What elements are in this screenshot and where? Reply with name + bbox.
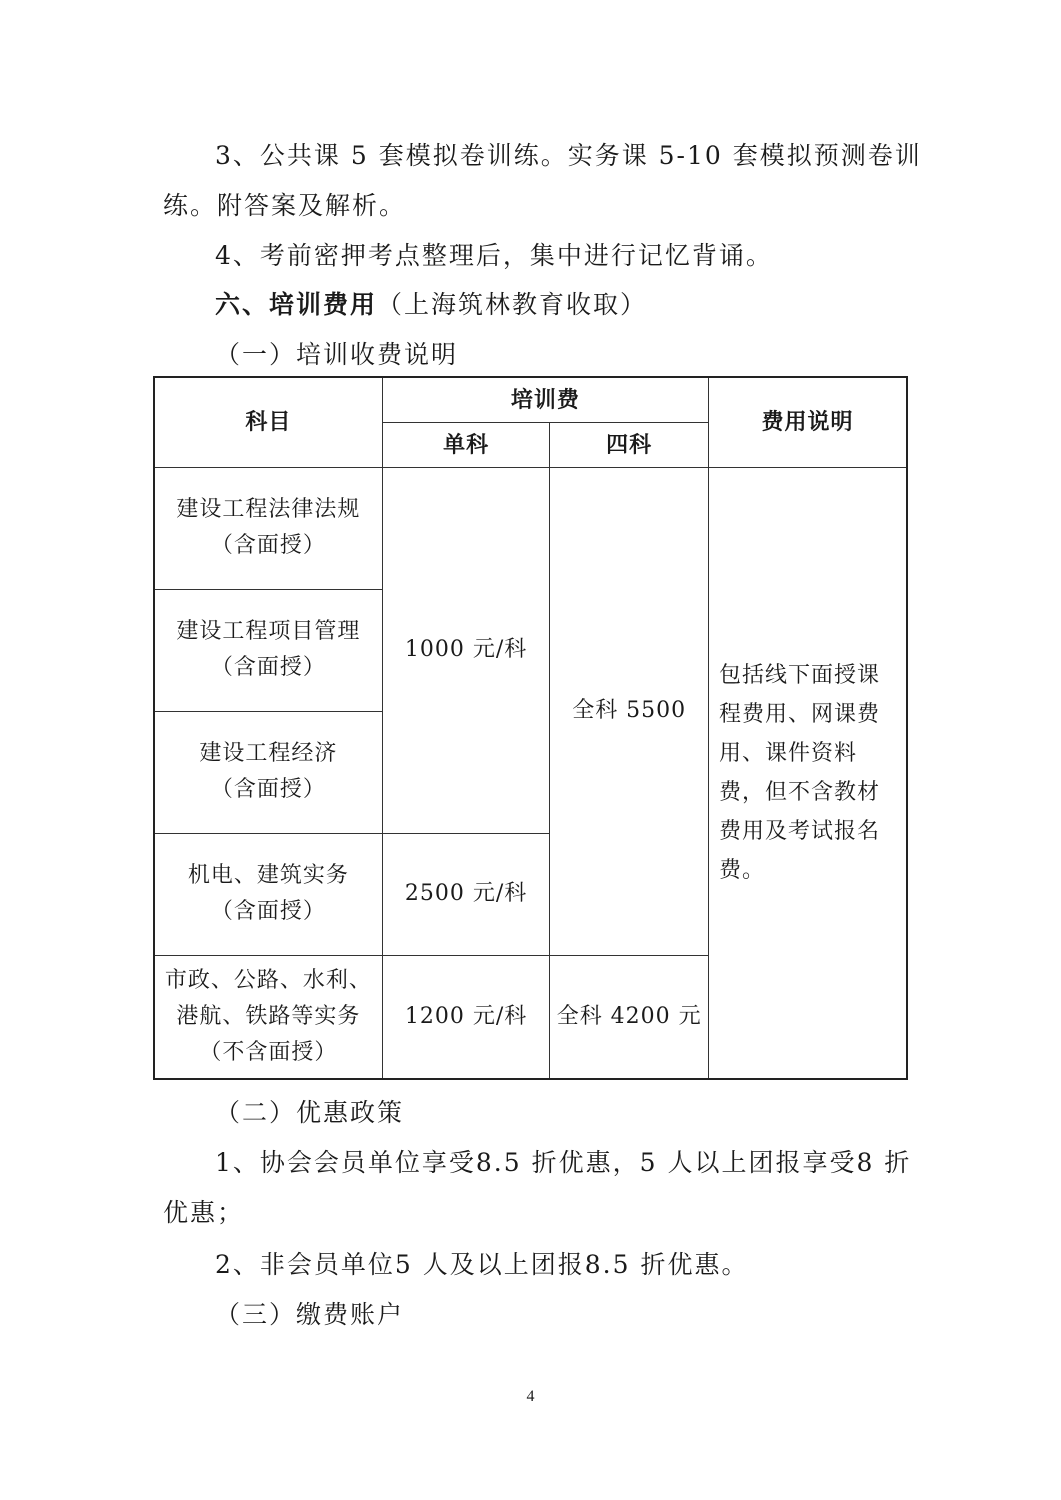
single-fee-b: 2500 元/科 <box>382 833 550 955</box>
single-fee-a: 1000 元/科 <box>382 467 550 833</box>
item-4-memorization: 4、考前密押考点整理后，集中进行记忆背诵。 <box>215 241 773 270</box>
section-6-note: （上海筑林教育收取） <box>377 290 648 319</box>
subject-other-scope: （不含面授） <box>199 1039 338 1065</box>
subsection-2-heading: （二）优惠政策 <box>215 1098 405 1127</box>
subject-project <box>154 589 382 711</box>
subsection-1-heading: （一）培训收费说明 <box>215 340 459 369</box>
header-fee: 培训费 <box>382 377 708 422</box>
single-fee-c: 1200 元/科 <box>382 955 550 1079</box>
subject-other-practice <box>154 955 382 1079</box>
section-6-heading <box>215 280 647 330</box>
section-6-title: 六、培训费用 <box>215 290 378 319</box>
header-note: 费用说明 <box>708 377 907 467</box>
subject-law-scope: （含面授） <box>210 533 326 558</box>
subject-project-scope: （含面授） <box>210 655 326 680</box>
subject-mech-arch-scope: （含面授） <box>210 899 326 924</box>
header-four: 四科 <box>550 422 709 467</box>
subject-other-name-1: 市政、公路、水利、 <box>164 967 372 993</box>
four-fee-b: 全科 4200 元 <box>550 955 709 1079</box>
subject-law-name: 建设工程法律法规 <box>176 497 361 522</box>
fee-note: 包括线下面授课程费用、网课费用、课件资料费，但不含教材费用及考试报名费。 <box>708 467 907 1079</box>
discount-item-2: 2、非会员单位5 人及以上团报8.5 折优惠。 <box>215 1250 749 1279</box>
subject-economy <box>154 711 382 833</box>
header-subject: 科目 <box>154 377 382 467</box>
subject-mech-arch <box>154 833 382 955</box>
subject-mech-arch-name: 机电、建筑实务 <box>187 863 349 888</box>
subject-other-name-2: 港航、铁路等实务 <box>176 1003 361 1029</box>
subject-project-name: 建设工程项目管理 <box>176 619 361 644</box>
subject-law <box>154 467 382 589</box>
fee-table <box>153 376 908 1080</box>
item-3-mock-exam-training: 3、公共课 5 套模拟卷训练。实务课 5-10 套模拟预测卷训练。附答案及解析。 <box>163 141 922 220</box>
header-single: 单科 <box>382 422 550 467</box>
subject-economy-scope: （含面授） <box>210 777 326 802</box>
subject-economy-name: 建设工程经济 <box>199 741 338 766</box>
subsection-3-heading: （三）缴费账户 <box>215 1300 405 1329</box>
four-fee-a: 全科 5500 <box>550 467 709 955</box>
discount-item-1: 1、协会会员单位享受8.5 折优惠，5 人以上团报享受8 折优惠； <box>163 1148 912 1227</box>
page-number: 4 <box>526 1388 535 1405</box>
